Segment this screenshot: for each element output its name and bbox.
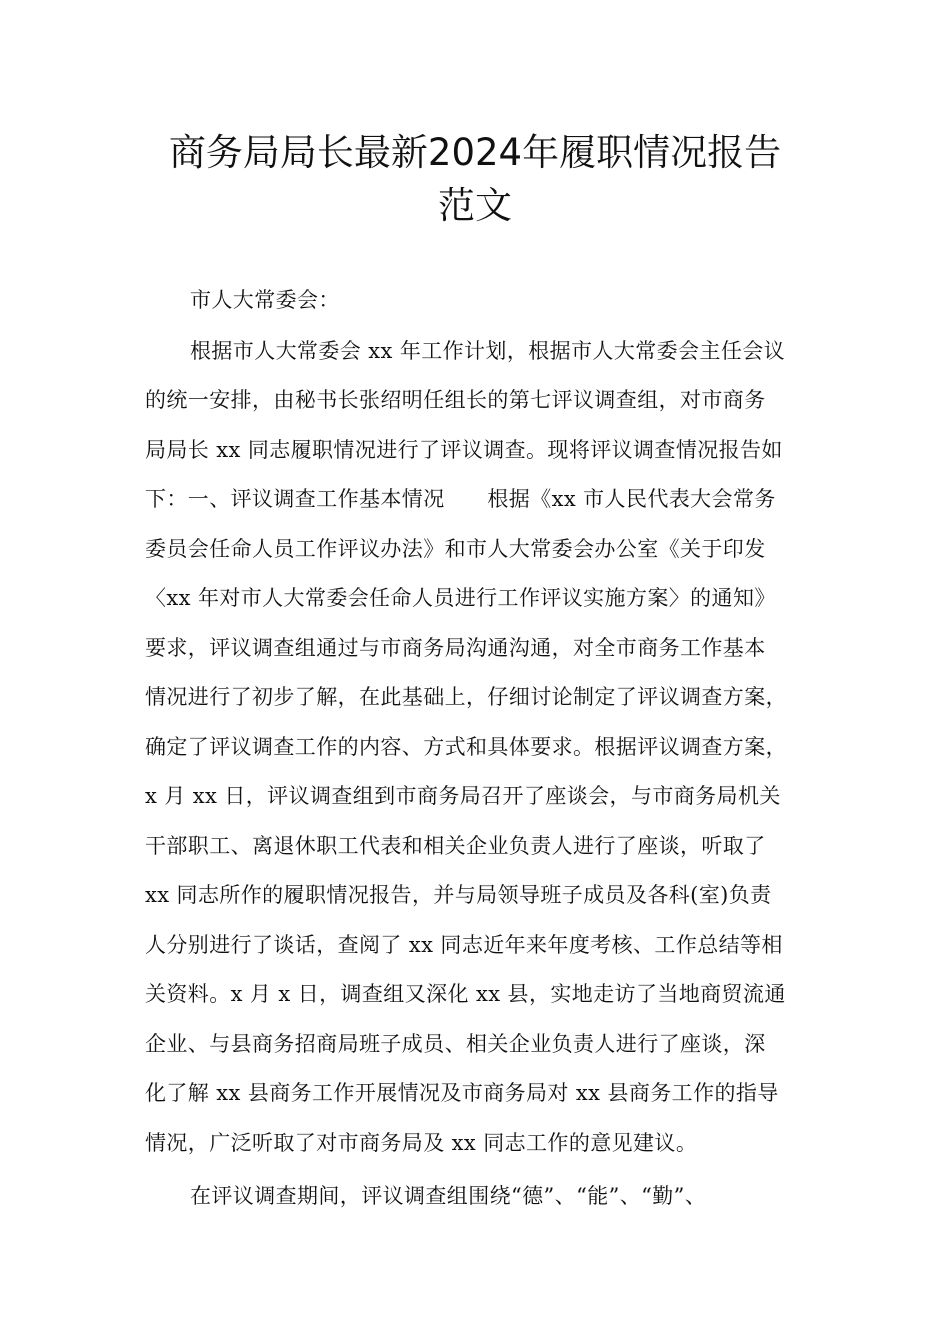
paragraph-line: 在评议调查期间，评议调查组围绕“德”、“能”、“勤”、 [190,1184,707,1208]
paragraph-line: 干部职工、离退休职工代表和相关企业负责人进行了座谈，听取了 [145,834,766,858]
paragraph-line: xx 同志所作的履职情况报告，并与局领导班子成员及各科(室)负责 [145,883,772,907]
paragraph-line: x 月 xx 日，评议调查组到市商务局召开了座谈会，与市商务局机关 [145,784,781,808]
paragraph-line: 要求，评议调查组通过与市商务局沟通沟通，对全市商务工作基本 [145,636,766,660]
paragraph-line: 根据市人大常委会 xx 年工作计划，根据市人大常委会主任会议 [190,339,786,363]
document-title: 商务局局长最新2024年履职情况报告 [168,131,782,174]
paragraph-line: 企业、与县商务招商局班子成员、相关企业负责人进行了座谈，深 [145,1032,766,1056]
paragraph-line: 〈xx 年对市人大常委会任命人员进行工作评议实施方案〉的通知》 [145,586,776,610]
salutation: 市人大常委会： [190,288,340,312]
paragraph-line: 情况进行了初步了解，在此基础上，仔细讨论制定了评议调查方案， [145,685,787,709]
paragraph-line: 的统一安排，由秘书长张绍明任组长的第七评议调查组，对市商务 [145,388,766,412]
paragraph-line: 人分别进行了谈话，查阅了 xx 同志近年来年度考核、工作总结等相 [145,933,783,957]
paragraph-line: 下：一、评议调查工作基本情况 根据《xx 市人民代表大会常务 [145,487,776,511]
document-title-continuation: 范文 [438,184,512,227]
paragraph-line: 确定了评议调查工作的内容、方式和具体要求。根据评议调查方案， [145,735,787,759]
paragraph-line: 关资料。x 月 x 日，调查组又深化 xx 县，实地走访了当地商贸流通 [145,982,786,1006]
paragraph-line: 情况，广泛听取了对市商务局及 xx 同志工作的意见建议。 [145,1131,698,1155]
paragraph-line: 局局长 xx 同志履职情况进行了评议调查。现将评议调查情况报告如 [145,438,783,462]
paragraph-line: 委员会任命人员工作评议办法》和市人大常委会办公室《关于印发 [145,537,766,561]
paragraph-line: 化了解 xx 县商务工作开展情况及市商务局对 xx 县商务工作的指导 [145,1081,779,1105]
